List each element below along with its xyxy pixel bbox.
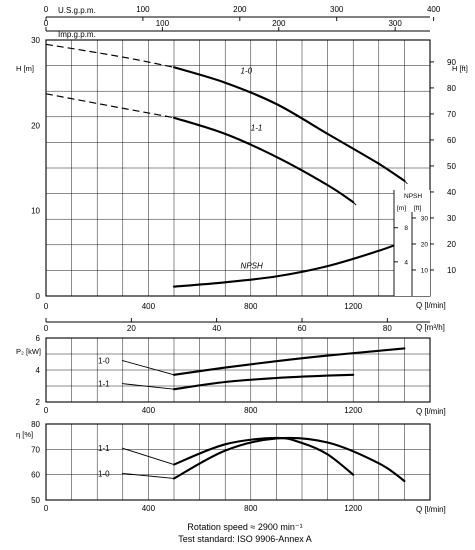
npsh-axis (394, 190, 430, 296)
h-ft-axis-label: H [ft] (452, 64, 468, 73)
h-m-tick-10: 10 (31, 206, 40, 216)
h-ft-tick-70: 70 (447, 109, 456, 119)
efficiency-curve-11 (174, 438, 353, 475)
top-axes (44, 5, 441, 39)
p2-tick-2: 2 (35, 398, 40, 407)
q-m3h-axis-label: Q [m³/h] (416, 323, 445, 332)
p2-tick-6: 6 (35, 334, 40, 343)
npsh-curve-label: NPSH (240, 261, 263, 271)
npsh-ft-tick-10: 10 (420, 267, 428, 275)
h-m-tick-30: 30 (31, 36, 40, 45)
h-ft-tick-10: 10 (447, 265, 456, 275)
eta-tick-70: 70 (31, 445, 40, 455)
q-lmin-3-tick-0: 0 (43, 504, 49, 513)
usgpm-tick-200: 200 (233, 5, 247, 14)
h-m-tick-20: 20 (31, 121, 40, 131)
head-curve-10-extrapolated (46, 44, 174, 67)
q-lmin-2-tick-400: 400 (141, 406, 156, 415)
h-ft-tick-80: 80 (447, 83, 456, 93)
q-lmin-3-tick-400: 400 (141, 504, 156, 513)
power-panel (16, 334, 446, 416)
p2-tick-4: 4 (35, 366, 40, 375)
h-ft-tick-60: 60 (447, 135, 456, 145)
q-lmin-1-tick-1200: 1200 (344, 302, 363, 311)
h-ft-tick-20: 20 (447, 239, 456, 249)
eta-axis-label: η [%] (16, 430, 34, 439)
npsh-unit-ft: [ft] (414, 205, 422, 212)
q-lmin-3-tick-800: 800 (244, 504, 258, 513)
npsh-ft-tick-20: 20 (420, 241, 428, 249)
power-curve-11 (174, 375, 353, 389)
head-curve-11-extrapolated (46, 94, 174, 118)
impgpm-tick-0: 0 (43, 19, 49, 28)
q-m3h-tick-80: 80 (382, 324, 392, 333)
test-standard-note: Test standard: ISO 9906-Annex A (178, 534, 312, 544)
eta-tick-80: 80 (31, 420, 40, 429)
q-lmin-axis-label-2: Q [l/min] (416, 407, 446, 416)
q-lmin-axis-label-1: Q [l/min] (416, 301, 446, 310)
impgpm-tick-200: 200 (272, 19, 286, 28)
q-lmin-axis-label-3: Q [l/min] (416, 505, 446, 514)
h-ft-tick-50: 50 (447, 161, 456, 171)
h-ft-tick-90: 90 (447, 57, 456, 67)
q-m3h-axis (44, 318, 445, 333)
q-lmin-2-tick-1200: 1200 (344, 406, 363, 415)
npsh-unit-m: [m] (397, 205, 407, 212)
efficiency-curve-label-11: 1-1 (98, 444, 110, 454)
usgpm-axis-label: U.S.g.p.m. (58, 6, 96, 15)
head-curve-label-1-1: 1-1 (250, 123, 263, 133)
q-lmin-1-tick-800: 800 (244, 302, 258, 311)
usgpm-tick-100: 100 (136, 5, 150, 14)
efficiency-panel (16, 420, 446, 514)
head-curve-label-1-0: 1-0 (240, 66, 253, 76)
impgpm-axis-label: Imp.g.p.m. (58, 30, 96, 39)
eta-tick-60: 60 (31, 470, 40, 480)
p2-axis-label: P₂ [kW] (16, 347, 41, 356)
usgpm-tick-300: 300 (330, 5, 344, 14)
impgpm-tick-100: 100 (155, 19, 170, 28)
efficiency-plot-frame (46, 424, 430, 500)
head-curve-11 (174, 118, 353, 202)
q-lmin-2-tick-0: 0 (43, 406, 49, 415)
eta-tick-50: 50 (31, 496, 40, 505)
q-m3h-tick-0: 0 (43, 324, 49, 333)
h-axis-label: H [m] (16, 64, 34, 73)
q-lmin-1-tick-400: 400 (141, 302, 156, 311)
q-m3h-tick-40: 40 (212, 324, 222, 333)
npsh-m-tick-8: 8 (404, 225, 408, 233)
h-m-tick-0: 0 (35, 292, 40, 301)
usgpm-tick-0: 0 (43, 5, 49, 14)
q-m3h-tick-20: 20 (126, 324, 136, 333)
power-curve-label-10: 1-0 (98, 356, 110, 366)
q-m3h-tick-60: 60 (297, 324, 307, 333)
h-ft-tick-30: 30 (447, 213, 456, 223)
rotation-speed-note: Rotation speed ≈ 2900 min⁻¹ (187, 522, 303, 532)
q-lmin-2-tick-800: 800 (244, 406, 258, 415)
q-lmin-axis-1 (44, 301, 446, 311)
h-ft-tick-40: 40 (447, 187, 456, 197)
power-curve-10 (174, 348, 404, 374)
impgpm-tick-300: 300 (388, 19, 402, 28)
npsh-curve (174, 241, 404, 286)
head-panel (16, 36, 468, 301)
npsh-ft-tick-30: 30 (420, 215, 428, 223)
usgpm-tick-400: 400 (426, 5, 441, 14)
q-lmin-3-tick-1200: 1200 (344, 504, 363, 513)
power-curve-label-11: 1-1 (98, 379, 110, 389)
npsh-axis-title: NPSH (404, 193, 423, 200)
q-lmin-1-tick-0: 0 (43, 302, 49, 311)
efficiency-curve-label-10: 1-0 (98, 469, 110, 479)
npsh-m-tick-4: 4 (404, 259, 408, 267)
